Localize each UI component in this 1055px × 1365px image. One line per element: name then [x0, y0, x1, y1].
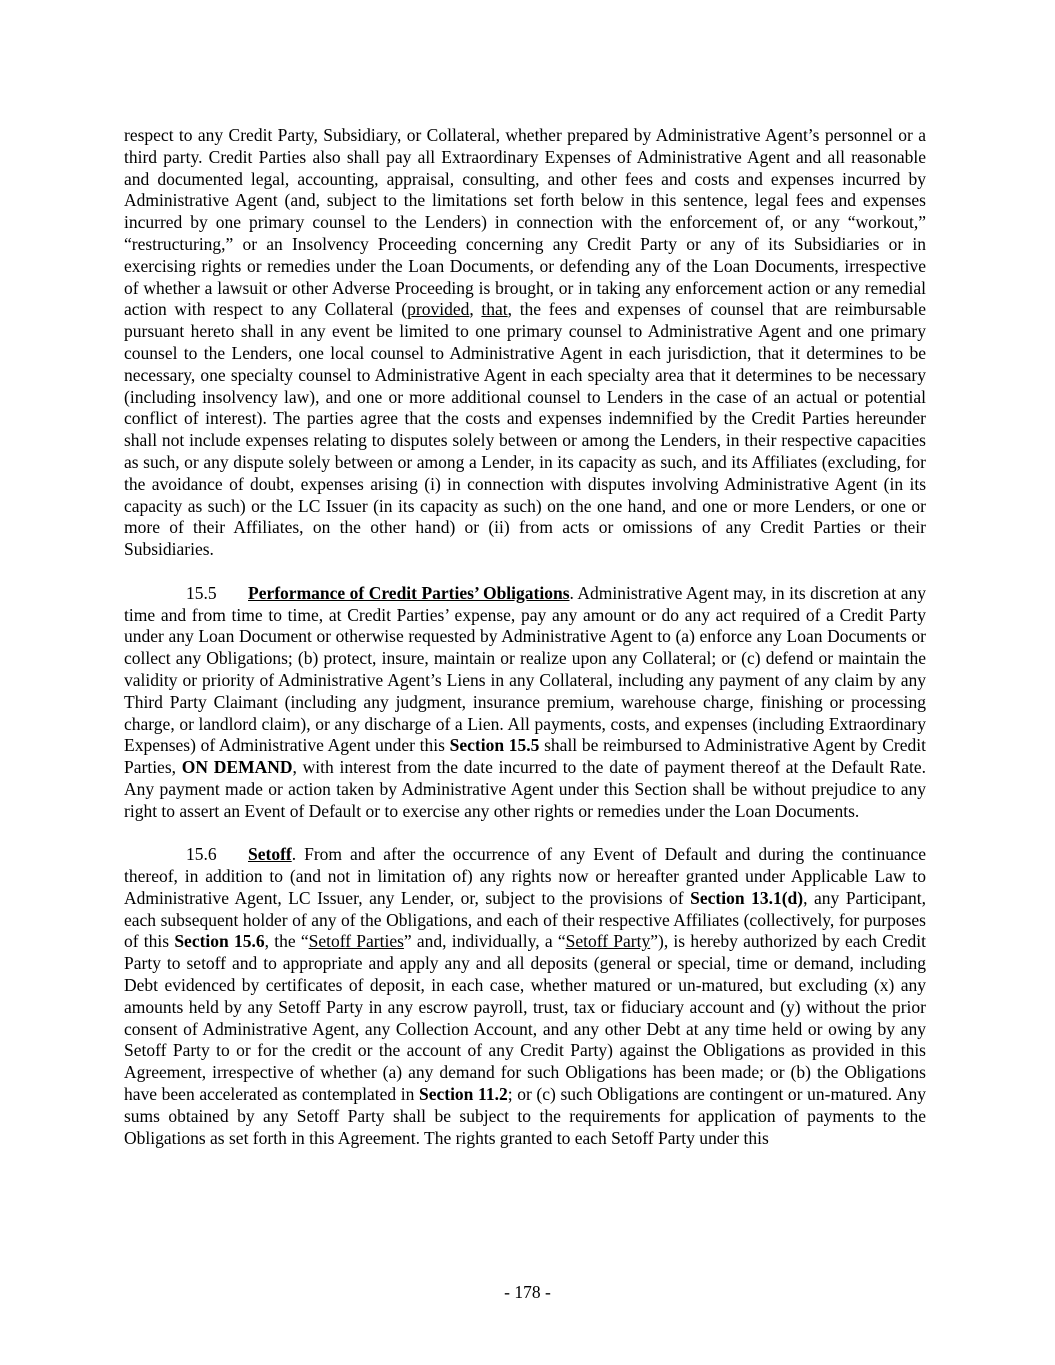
text-run: ” and, individually, a “ [403, 931, 566, 952]
section-reference: Section 13.1(d) [690, 887, 804, 908]
section-reference: Section 15.6 [174, 931, 265, 952]
text-run: shall be reimbursed to Administrative Agent by Credit Parties, [124, 735, 926, 778]
text-run: , [469, 299, 482, 320]
page-number: - 178 - [504, 1282, 551, 1302]
section-heading: Performance of Credit Parties’ Obligations [248, 582, 570, 603]
text-run: . From and after the occurrence of any Event of Default and during the continuance thereof, in addition to (and not in limitation of) any rights now or hereafter granted under Applicable Law to Administrative Agent, LC Issuer, any Lender, or, subject to the provisions of [124, 844, 926, 908]
section-reference: Section 15.5 [449, 735, 540, 756]
paragraph-expenses-continued [124, 125, 926, 561]
section-number: 15.5 [186, 582, 217, 603]
section-reference: Section 11.2 [418, 1084, 508, 1105]
document-body [124, 125, 926, 1149]
section-15-6 [124, 844, 926, 1149]
section-heading: Setoff [248, 844, 292, 865]
text-run: , any Participant, each subsequent holder of any of the Obligations, and each of their respective Affiliates (collectively, for purposes of this [124, 887, 927, 952]
text-run: . Administrative Agent may, in its discretion at any time and from time to time, at Credit Parties’ expense, pay any amount or do any act required of a Credit Party under any Loan Document or otherwise requested by Administrative Agent to (a) enforce any Loan Documents or collect any Obligations; (b) protect, insure, maintain or realize upon any Collateral; or (c) defend or maintain the validity or priority of Administrative Agent’s Liens in any Collateral, including any payment of any claim by any Third Party Claimant (including any judgment, insurance premium, warehouse charge, finishing or processing charge, or landlord claim), or any discharge of a Lien. All payments, costs, and expenses (including Extraordinary Expenses) of Administrative Agent under this [124, 582, 926, 756]
text-run: , the “ [264, 931, 309, 952]
text-run: , the fees and expenses of counsel that are reimbursable pursuant hereto shall in any event be limited to one primary counsel to Administrative Agent and one primary counsel to the Lenders, one local counsel to Administrative Agent in each jurisdiction, that it determines to be necessary, one specialty counsel to Administrative Agent in each specialty area that it determines to be necessary (including insolvency law), and one or more additional counsel to Lenders in the case of an actual or potential conflict of interest). The parties agree that the costs and expenses indemnified by the Credit Parties hereunder shall not include expenses relating to disputes solely between or among the Lenders, in their respective capacities as such, or any dispute solely between or among a Lender, in its capacity as such, and its Affiliates (excluding, for the avoidance of doubt, expenses arising (i) in connection with disputes involving Administrative Agent (in its capacity as such) or the LC Issuer (in its capacity as such) on the one hand, and one or more Lenders, or one or more of their Affiliates, on the other hand) or (ii) from acts or omissions of any Credit Parties or their Subsidiaries. [124, 299, 927, 560]
text-run: , with interest from the date incurred to the date of payment thereof at the Default Rate. Any payment made or action taken by Administrative Agent under this Section shall be without prejudice to any right to assert an Event of Default or to exercise any other rights or remedies under the Loan Documents. [124, 757, 926, 821]
text-run: ”), is hereby authorized by each Credit Party to setoff and to appropriate and apply any and all deposits (general or special, time or demand, including Debt evidenced by certificates of deposit, in each case, whether matured or un-matured, but excluding (x) any amounts held by any Setoff Party in any escrow payroll, trust, tax or fiduciary account and (y) without the prior consent of Administrative Agent, any Collection Account, and any other Debt at any time held or owing by any Setoff Party to or for the credit or the account of any Credit Party) against the Obligations as provided in this Agreement, irrespective of whether (a) any demand for such Obligations has been made; or (b) the Obligations have been accelerated as contemplated in [124, 931, 926, 1105]
text-run: ; or (c) such Obligations are contingent or un-matured. Any sums obtained by any Setoff Party shall be subject to the requirements for application of payments to the Obligations as set forth in this Agreement. The rights granted to each Setoff Party under this [124, 1084, 926, 1148]
defined-term: Setoff Party [565, 931, 651, 952]
provided-term: provided [407, 299, 470, 320]
section-number: 15.6 [186, 844, 217, 865]
on-demand-text: ON DEMAND [181, 757, 293, 778]
text-run: respect to any Credit Party, Subsidiary, or Collateral, whether prepared by Administrative Agent’s personnel or a third party. Credit Parties also shall pay all Extraordinary Expenses of Administrative Agent and all reasonable and documented legal, accounting, appraisal, consulting, and other fees and costs and expenses incurred by Administrative Agent (and, subject to the limitations set forth below in this sentence, legal fees and expenses incurred by one primary counsel to the Lenders) in connection with the enforcement of, or any “workout,” “restructuring,” or an Insolvency Proceeding concerning any Credit Party or any of its Subsidiaries or in exercising rights or remedies under the Loan Documents, or defending any of the Loan Documents, irrespective of whether a lawsuit or other Adverse Proceeding is brought, or in taking any enforcement action or any remedial action with respect to any Collateral ( [124, 125, 926, 320]
that-term: that [481, 299, 508, 320]
section-15-5 [124, 583, 926, 823]
defined-term: Setoff Parties [308, 931, 404, 952]
